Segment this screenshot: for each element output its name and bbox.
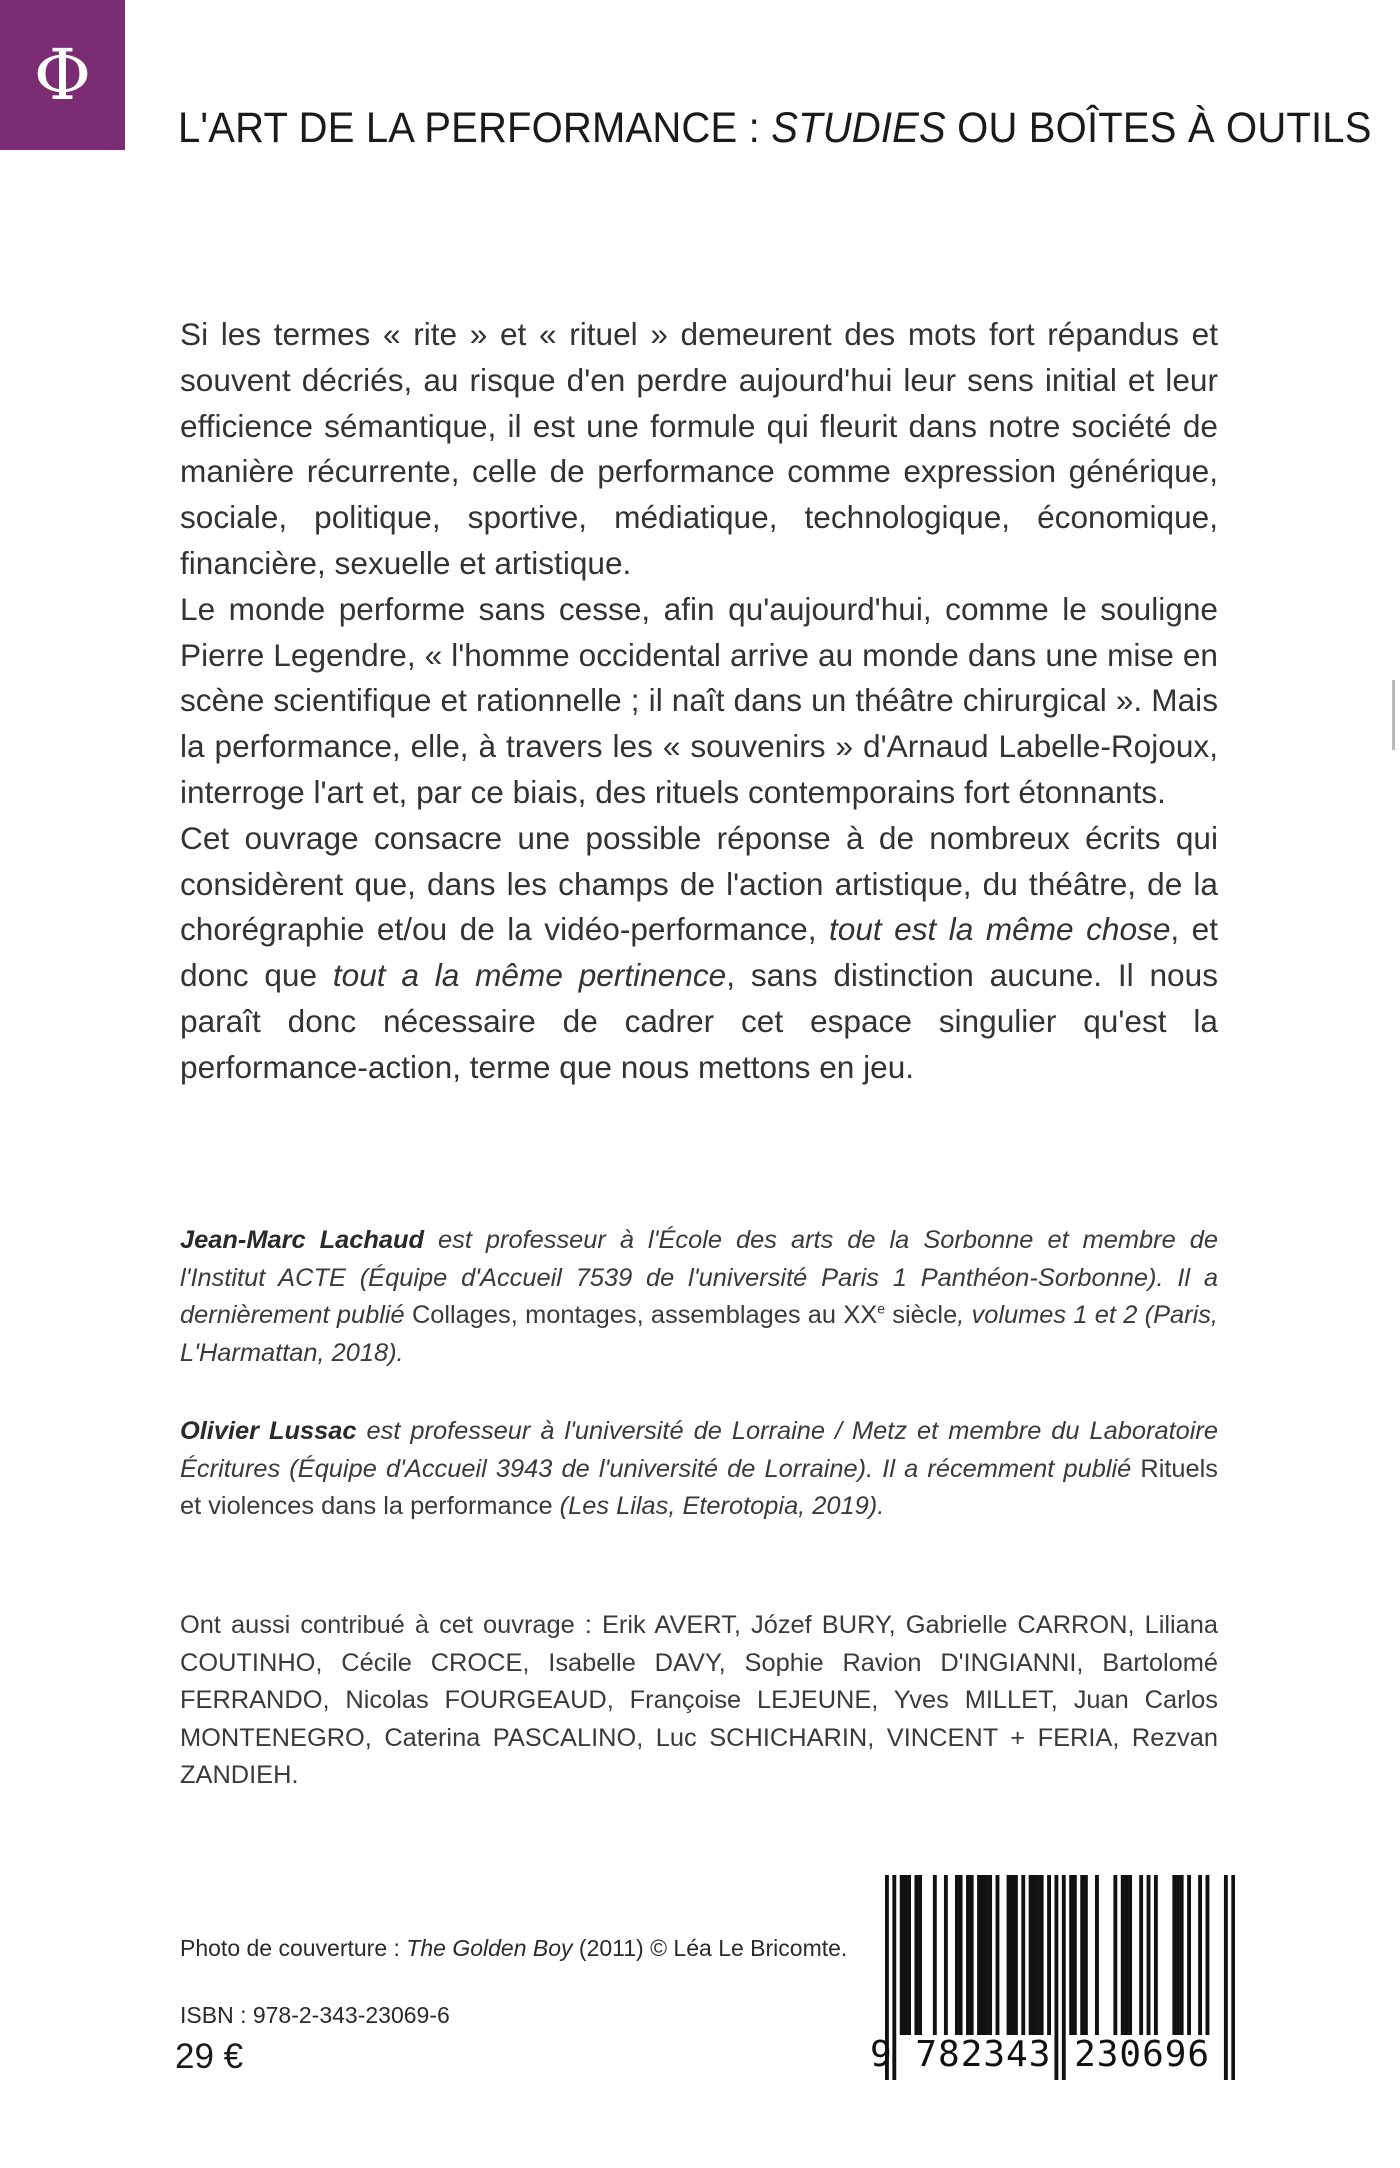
blurb-paragraph-1: Si les termes « rite » et « rituel » demeurent des mots fort répandus et souvent décriés, au risque d'en perdre aujourd'hui leur sens initial et leur efficience sémantique, il est une formule qui fleurit dans notre société de manière récurrente, celle de performance comme expression générique, sociale, politique, sportive, médiatique, technologique, économique, financière, sexuelle et artistique.: [180, 316, 1218, 581]
barcode-bar: [977, 1875, 981, 2035]
phi-logo-icon: Φ: [33, 34, 92, 116]
barcode-bar: [988, 1875, 992, 2035]
barcode-digits: 9 782343 230696: [870, 2034, 1211, 2075]
barcode-bar: [1176, 1875, 1180, 2035]
barcode-bar: [918, 1875, 922, 2035]
barcode-bar: [1073, 1875, 1077, 2035]
book-title-ref: Collages, montages, assemblages au XXe siècle: [411, 1300, 958, 1329]
barcode-bar: [1014, 1875, 1018, 2035]
barcode-bar: [907, 1875, 911, 2035]
barcode-bar: [1069, 1875, 1073, 2035]
author-name: Jean-Marc Lachaud: [180, 1226, 425, 1254]
blurb-paragraph-2: Le monde performe sans cesse, afin qu'aujourd'hui, comme le souligne Pierre Legendre, « l'homme occidental arrive au monde dans une mise en scène scientifique et rationnelle ; il naît dans un théâtre chirurgical ». Mais la performance, elle, à travers les « souvenirs » d'Arnaud Labelle-Rojoux, interroge l'art et, par ce biais, des rituels contemporains fort étonnants.: [180, 590, 1218, 810]
price: 29 €: [175, 2037, 244, 2076]
author-bio-lachaud: Jean-Marc Lachaud est professeur à l'École des arts de la Sorbonne et membre de l'Institut ACTE (Équipe d'Accueil 7539 de l'université Paris 1 Panthéon-Sorbonne). Il a dernièrement publié Collages, montages, assemblages au XXe siècle, volumes 1 et 2 (Paris, L'Harmattan, 2018).: [180, 1226, 1218, 1367]
photo-credit: Photo de couverture : The Golden Boy (2011) © Léa Le Bricomte.: [180, 1935, 848, 1961]
blurb: [180, 312, 1218, 1091]
barcode-bar: [1128, 1875, 1132, 2035]
barcode-bar: [1036, 1875, 1040, 2035]
barcode-bar: [944, 1875, 948, 2035]
barcode-bar: [1180, 1875, 1184, 2035]
book-title-ref: Rituels et violences dans la performance: [180, 1454, 1218, 1520]
barcode-bar: [1147, 1875, 1151, 2035]
barcode-bar: [1047, 1875, 1051, 2035]
barcode-bar: [966, 1875, 970, 2035]
isbn: ISBN : 978-2-343-23069-6: [180, 2002, 450, 2028]
barcode-bar: [1007, 1875, 1011, 2035]
barcode-bar: [955, 1875, 959, 2035]
barcode-bar: [903, 1875, 907, 2035]
edge-mark: [1392, 680, 1395, 750]
barcode-bar: [996, 1875, 1000, 2035]
barcode-bar: [1206, 1875, 1210, 2035]
barcode-bar: [1095, 1875, 1099, 2035]
barcode-bar: [1040, 1875, 1044, 2035]
barcode-bar: [1139, 1875, 1143, 2035]
barcode-bar: [1124, 1875, 1128, 2035]
barcode-bar: [959, 1875, 963, 2035]
barcode-bar: [1029, 1875, 1033, 2035]
barcode-bar: [1010, 1875, 1014, 2035]
barcode-bar: [900, 1875, 904, 2035]
barcode-bar: [914, 1875, 918, 2035]
contributors-list: Ont aussi contribué à cet ouvrage : Erik AVERT, Józef BURY, Gabrielle CARRON, Liliana COUTINHO, Cécile CROCE, Isabelle DAVY, Sophie Ravion D'INGIANNI, Bartolomé FERRANDO, Nicolas FOURGEAUD, Françoise LEJEUNE, Yves MILLET, Juan Carlos MONTENEGRO, Caterina PASCALINO, Luc SCHICHARIN, VINCENT + FERIA, Rezvan ZANDIEH.: [180, 1611, 1218, 1789]
book-title: L'ART DE LA PERFORMANCE : STUDIES OU BOÎTES À OUTILS: [178, 104, 1372, 152]
barcode-bar: [1032, 1875, 1036, 2035]
blurb-paragraph-3: Cet ouvrage consacre une possible réponse à de nombreux écrits qui considèrent que, dans les champs de l'action artistique, du théâtre, de la chorégraphie et/ou de la vidéo-performance, tout est la même chose, et donc que tout a la même pertinence, sans distinction aucune. Il nous paraît donc nécessaire de cadrer cet espace singulier qu'est la performance-action, terme que nous mettons en jeu.: [180, 819, 1218, 1085]
barcode-bar: [984, 1875, 988, 2035]
barcode-bar: [1198, 1875, 1202, 2035]
barcode-bar: [970, 1875, 974, 2035]
author-name: Olivier Lussac: [180, 1417, 357, 1445]
barcode-bar: [1080, 1875, 1084, 2035]
barcode-bar: [1154, 1875, 1158, 2035]
barcode-bar: [1187, 1875, 1191, 2035]
publisher-logo: [0, 0, 125, 150]
barcode-bar: [981, 1875, 985, 2035]
barcode-bar: [1113, 1875, 1117, 2035]
barcode-bar: [1172, 1875, 1176, 2035]
barcode-bar: [933, 1875, 937, 2035]
barcode-bar: [1084, 1875, 1088, 2035]
barcode-bar: [1121, 1875, 1125, 2035]
barcode-bar: [1021, 1875, 1025, 2035]
author-bio-lussac: Olivier Lussac est professeur à l'université de Lorraine / Metz et membre du Laboratoire Écritures (Équipe d'Accueil 3943 de l'université de Lorraine). Il a récemment publié Rituels et violences dans la performance (Les Lilas, Eterotopia, 2019).: [180, 1417, 1218, 1520]
